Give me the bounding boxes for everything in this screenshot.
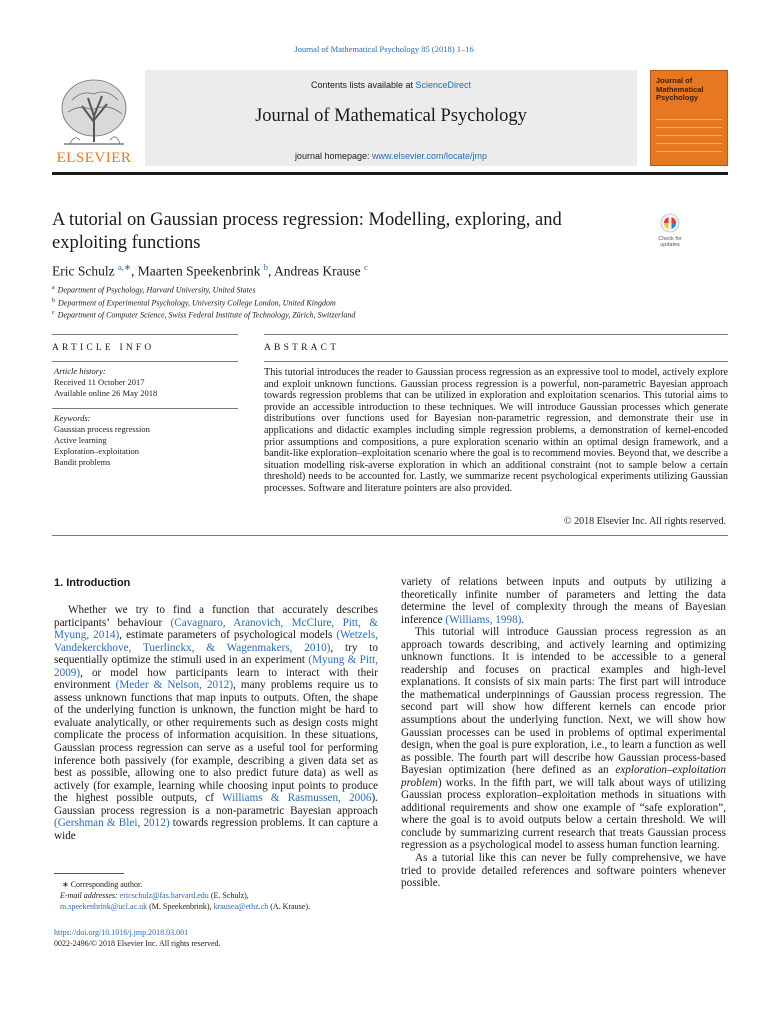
affiliation-letter: b [52, 297, 55, 304]
author-name: Eric Schulz [52, 263, 118, 279]
citation-link[interactable]: (Myung & Pitt, 2009) [54, 654, 379, 679]
contents-line [145, 80, 637, 90]
keyword: Gaussian process regression [54, 424, 150, 434]
abstract-copyright: © 2018 Elsevier Inc. All rights reserved. [563, 516, 726, 527]
body-text: variety of relations between inputs and outputs by utilizing a theoretically infinite number of parameters and letting the data determine the level of complexity through the means of Bayesian inference [401, 576, 726, 626]
body-paragraph [401, 852, 726, 890]
article-info-rule [52, 361, 238, 362]
affiliation-letter: c [52, 310, 55, 317]
body-text: ). Gaussian process regression is a non-parametric Bayesian approach [54, 792, 378, 817]
body-text: , many problems require us to assess unknown functions that map inputs to outputs. Often, the shape of the underlying function is unknown, the function might be hard to evaluate analytically, or other requirements such as design costs might complicate the process of information acquisition. In these situations, Gaussian process regression can serve as a useful tool for performing inference both passively (for example, describing a given data set as best as possible, allowing one to also predict future data) as well as actively (for example, learning while choosing input points to produce the highest possible outputs, cf [54, 679, 379, 805]
journal-reference[interactable]: Journal of Mathematical Psychology 85 (2018) 1–16 [294, 44, 474, 54]
footnote-rule [54, 873, 124, 874]
email-link[interactable]: m.speekenbrink@ucl.ac.uk [60, 902, 148, 911]
online-date: Available online 26 May 2018 [54, 388, 158, 398]
email-owner: (E. Schulz), [208, 891, 249, 900]
author-list [52, 262, 368, 280]
crossmark-badge[interactable] [650, 212, 690, 254]
citation-link[interactable]: (Williams, 1998) [445, 613, 522, 626]
publisher-name: ELSEVIER [56, 150, 132, 166]
article-info-rule [52, 408, 238, 409]
body-column-right [401, 576, 726, 890]
cover-line [656, 135, 722, 136]
body-text: As a tutorial like this can never be fully comprehensive, we have tried to provide detailed references and software pointers whenever possible. [401, 852, 726, 890]
affiliation-marker[interactable]: a,∗ [117, 262, 132, 272]
cover-line [656, 119, 722, 120]
body-text: . [521, 613, 525, 626]
emphasis-text: exploration–exploitation problem [401, 764, 726, 789]
affiliation-list [52, 283, 355, 321]
doi-block [54, 927, 221, 949]
cover-line [656, 127, 722, 128]
abstract-rule [264, 334, 728, 335]
abstract-rule [264, 361, 728, 362]
keyword: Bandit problems [54, 457, 111, 467]
homepage-link[interactable]: www.elsevier.com/locate/jmp [372, 151, 488, 161]
body-text: Whether we try to find a function that accurately describes participants’ behaviour [54, 604, 378, 629]
citation-link[interactable]: (Cavagnaro, Aranovich, McClure, Pitt, & Myung, 2014) [54, 616, 378, 642]
body-text: , try to sequentially optimize the stimuli used in an experiment [54, 641, 378, 667]
cover-title: Journal of Mathematical Psychology [656, 76, 704, 103]
corresponding-label: Corresponding author. [70, 880, 143, 889]
article-title: A tutorial on Gaussian process regression: Modelling, exploring, and exploiting functions [52, 210, 562, 253]
body-text: This tutorial will introduce Gaussian process regression as an approach towards describing, and actively learning and optimizing unknown functions. It is intended to be accessible to a general readership and focuses on practical examples and high-level explanations. It consists of six main parts: The first part will introduce the mathematical underpinnings of Gaussian process regression. The second part will show how different kernels can encode prior assumptions about the underlying function. Next, we will show how Gaussian processes can be used in problems of optimal experimental design, when the goal is pure exploration, i.e., to learn a function as well as possible. The fourth part will describe how Gaussian process-based Bayesian optimization (here defined as an [401, 626, 726, 777]
crossmark-icon [650, 212, 690, 236]
body-text: , estimate parameters of psychological models [119, 629, 337, 642]
sciencedirect-link[interactable]: ScienceDirect [415, 80, 472, 90]
abstract-heading: ABSTRACT [264, 343, 340, 353]
keywords-label: Keywords: [54, 413, 91, 423]
email-owner: (M. Speekenbrink), [147, 902, 214, 911]
crossmark-label: Check for updates [658, 236, 682, 248]
history-label: Article history: [54, 366, 106, 376]
citation-link[interactable]: Williams & Rasmussen, 2006 [222, 792, 372, 805]
homepage-line [145, 151, 637, 161]
abstract-text: This tutorial introduces the reader to Gaussian process regression as an expressive tool to model, actively explore and exploit unknown functions. Gaussian process regression is a powerful, non-parametric Bayesian approach towards regression problems that can be utilized in exploration and exploitation scenarios. This tutorial aims to provide an accessible introduction to these techniques. We will introduce Gaussian processes which generate distributions over functions used for Bayesian non-parametric regression, and demonstrate their use in applications and didactic examples including simple regression problems, a demonstration of kernel-encoded prior assumptions and compositions, a pure exploration scenario within an optimal design framework, and a bandit-like exploration–exploitation scenario where the goal is to recommend movies. Beyond that, we describe a situation modelling risk-averse exploration in which an additional constraint (not to sample below a certain threshold) needs to be accounted for. Lastly, we summarize recent psychological experiments utilizing Gaussian processes. Software and literature pointers are also provided. [264, 367, 728, 494]
keyword: Active learning [54, 435, 107, 445]
received-date: Received 11 October 2017 [54, 377, 145, 387]
section-heading-introduction: 1. Introduction [54, 577, 131, 589]
email-label: E-mail addresses: [60, 891, 118, 900]
header-rule [52, 172, 728, 175]
affiliation-text: Department of Psychology, Harvard University, United States [57, 285, 256, 295]
author-name: Andreas Krause [274, 263, 364, 279]
homepage-prefix: journal homepage: [294, 151, 372, 161]
body-text: ) works. In the fifth part, we will talk about ways of utilizing Gaussian process exploration–exploitation methods in situations with additional requirements and show one example of “safe exploration”, where the goal is to avoid outputs below a certain threshold. We will conclude by summarizing current research that treats Gaussian process regression as a psychological model to assess human function learning. [401, 776, 726, 852]
keyword: Exploration–exploitation [54, 446, 139, 456]
affiliation-text: Department of Experimental Psychology, University College London, United Kingdom [58, 298, 336, 308]
journal-cover-thumbnail[interactable] [650, 70, 728, 166]
journal-title: Journal of Mathematical Psychology [255, 106, 527, 126]
citation-link[interactable]: (Wetzels, Vandekerckhove, Tuerlinckx, & Wagenmakers, 2010) [54, 629, 378, 654]
citation-link[interactable]: (Gershman & Blei, 2012) [54, 817, 170, 830]
affiliation [52, 308, 355, 321]
issn-line: 0022-2496/© 2018 Elsevier Inc. All rights reserved. [54, 939, 221, 948]
keyword-list [54, 413, 240, 468]
body-paragraph [401, 576, 726, 626]
asterisk-marker: ∗ [62, 880, 71, 889]
article-info-heading: ARTICLE INFO [52, 343, 155, 353]
email-link[interactable]: ericschulz@fas.harvard.edu [119, 891, 209, 900]
email-addresses [54, 890, 384, 912]
doi-link[interactable]: https://doi.org/10.1016/j.jmp.2018.03.001 [54, 928, 189, 937]
affiliation-letter: a [52, 285, 55, 291]
affiliation-marker[interactable]: b [263, 262, 268, 272]
author-separator: , [267, 263, 274, 279]
body-text: , or model how participants learn to interact with their environment [54, 666, 378, 692]
affiliation [52, 296, 355, 309]
body-paragraph [401, 626, 726, 852]
contents-prefix: Contents lists available at [310, 80, 416, 90]
body-column-left [54, 604, 378, 842]
article-history [54, 366, 240, 399]
affiliation-text: Department of Computer Science, Swiss Federal Institute of Technology, Zürich, Switzerland [57, 310, 356, 320]
author-separator: , [131, 263, 138, 279]
email-owner: (A. Krause). [268, 902, 310, 911]
corresponding-author-note [54, 879, 384, 890]
cover-line [656, 143, 722, 144]
footnotes [54, 879, 384, 912]
article-info-rule [52, 334, 238, 335]
citation-link[interactable]: (Meder & Nelson, 2012) [115, 679, 234, 692]
cover-line [656, 151, 722, 152]
author-name: Maarten Speekenbrink [137, 263, 264, 279]
body-text: towards regression problems. It can capture a wide [54, 817, 378, 842]
abstract-bottom-rule [52, 535, 728, 536]
affiliation [52, 283, 355, 296]
email-link[interactable]: krausea@ethz.ch [213, 902, 269, 911]
affiliation-marker[interactable]: c [363, 262, 368, 272]
